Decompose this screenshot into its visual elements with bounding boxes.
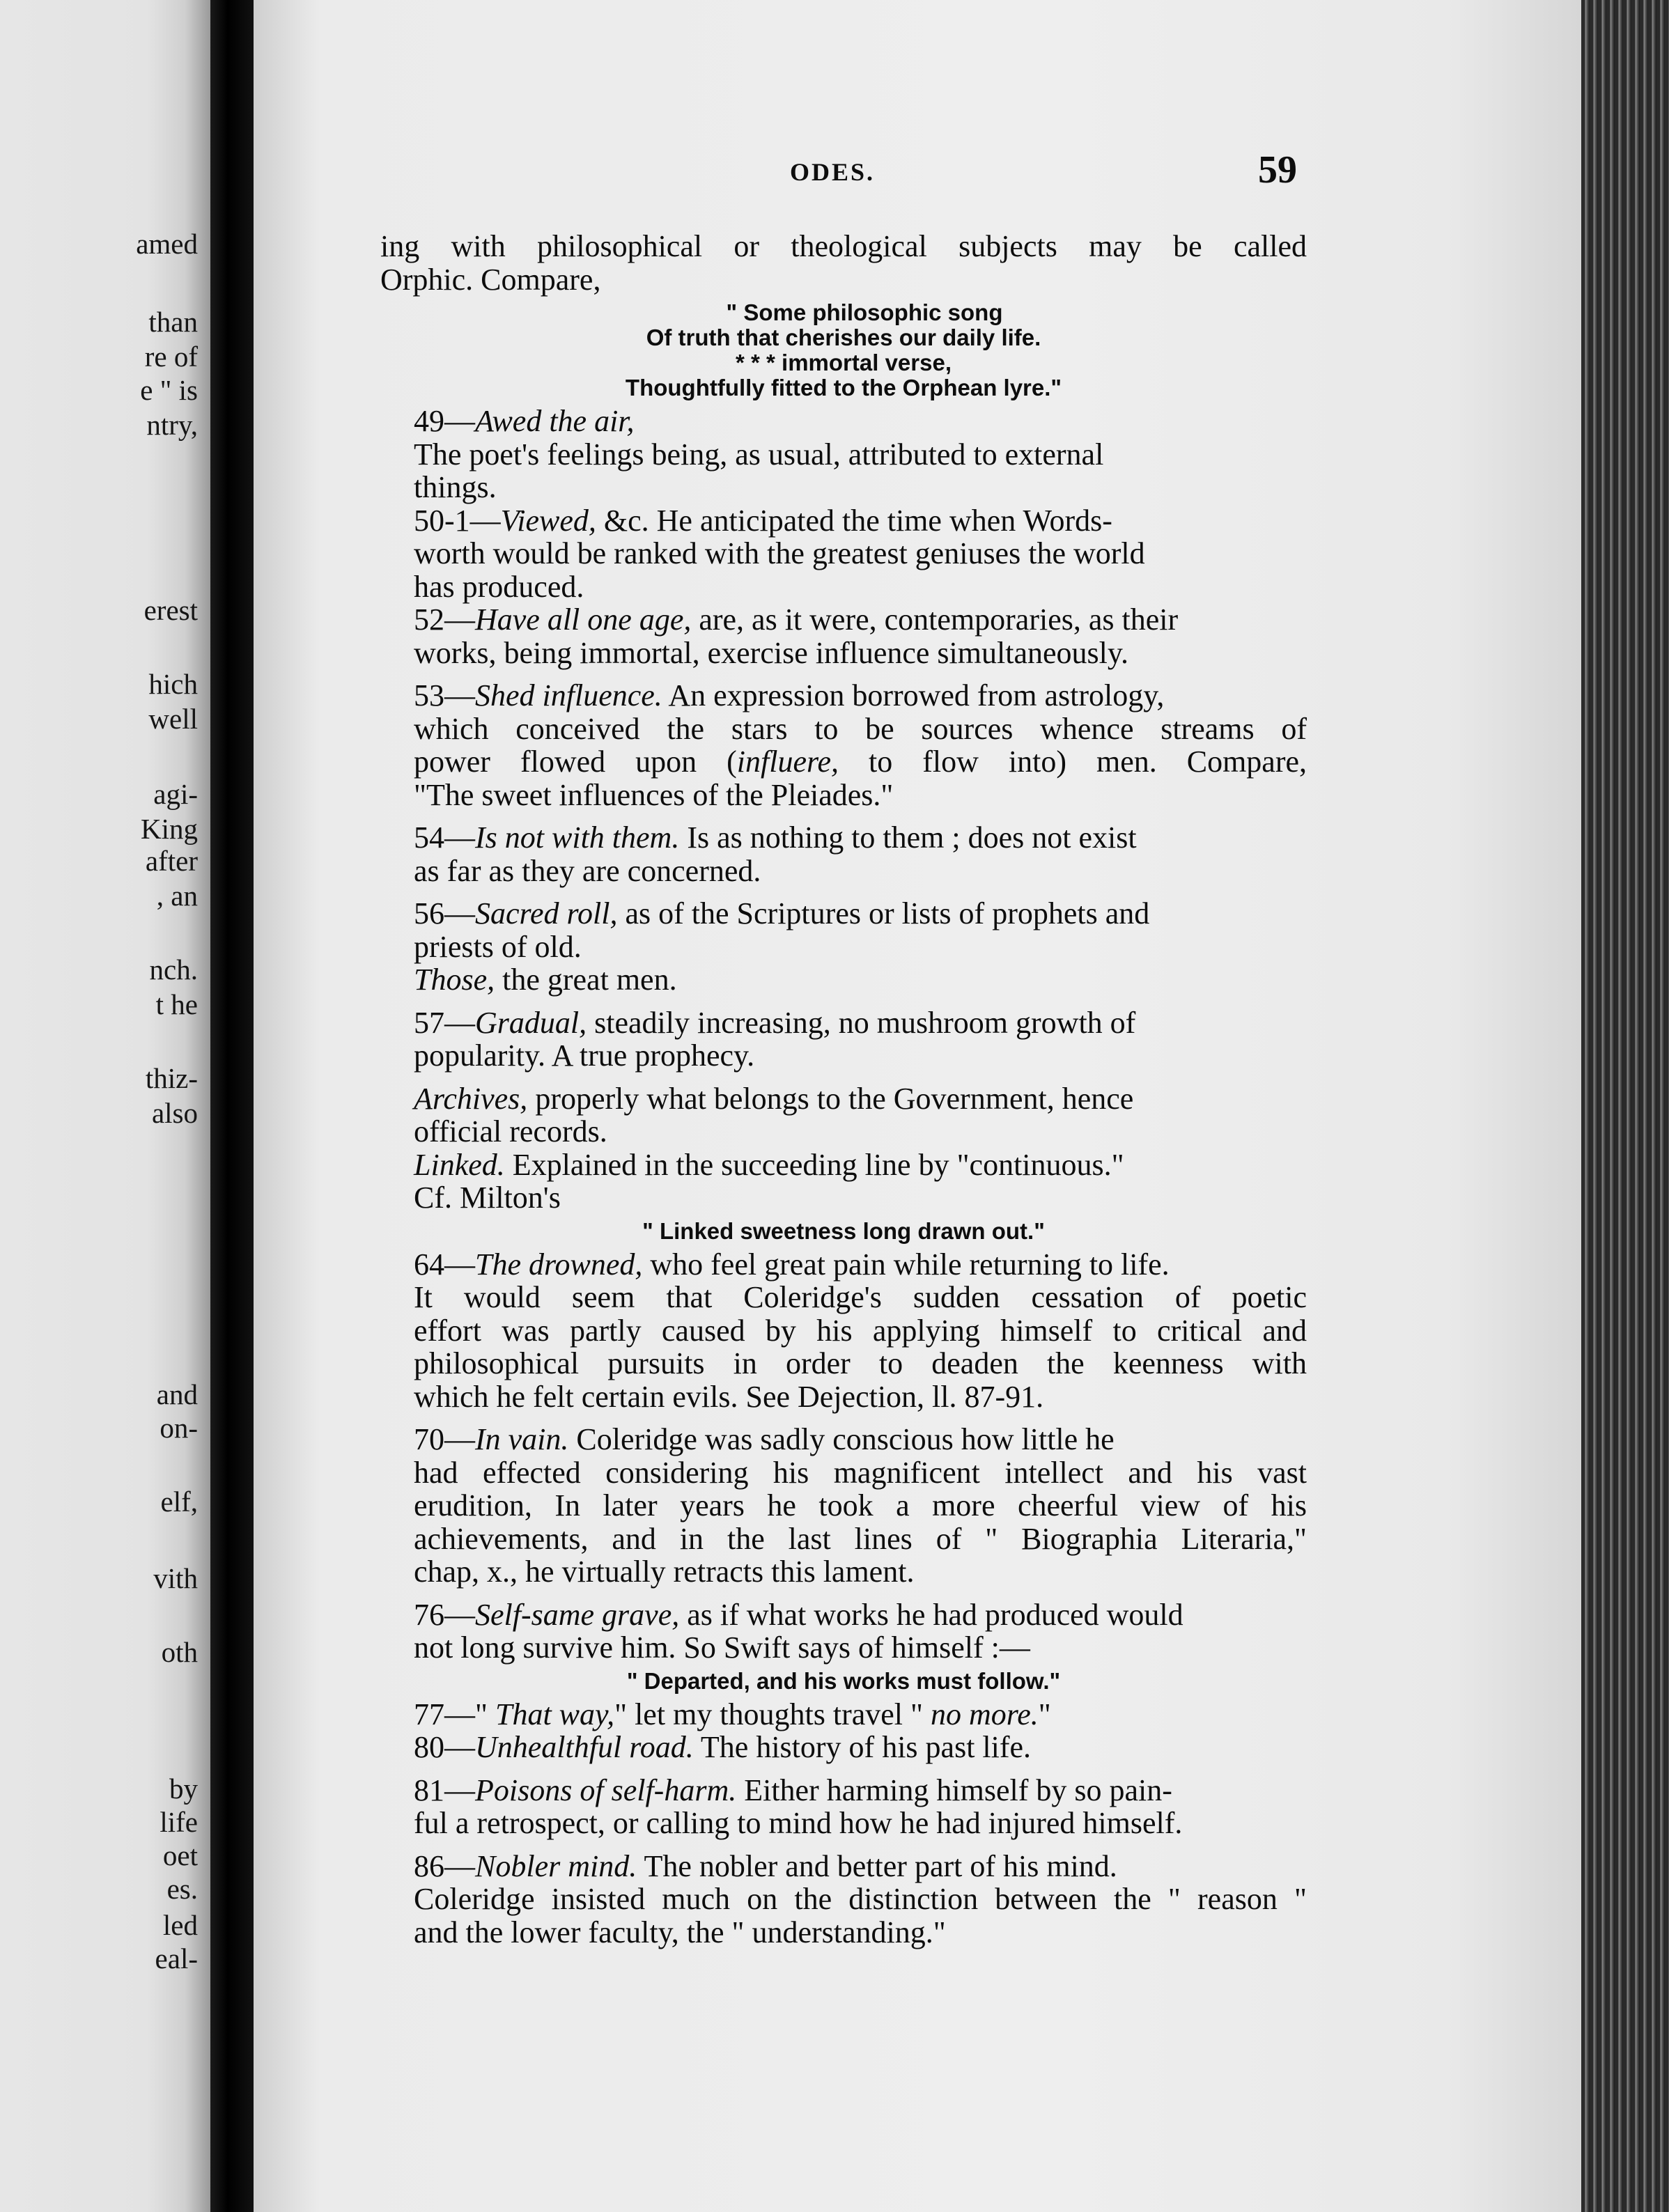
- previous-page-fragment: vith: [153, 1562, 198, 1594]
- note-50-1: [380, 504, 1307, 604]
- quote-line: Thoughtfully fitted to the Orphean lyre.": [625, 375, 1062, 400]
- note-76: [380, 1598, 1307, 1694]
- text: the great men.: [495, 963, 677, 997]
- keyword: Nobler mind.: [475, 1848, 637, 1883]
- line-ref: 52—: [414, 602, 475, 637]
- text-line: priests of old.: [414, 929, 582, 964]
- text: Coleridge was sadly conscious how little he: [568, 1422, 1115, 1456]
- block-quote: " Departed, and his works must follow.": [626, 1667, 1061, 1694]
- text-line: official records.: [414, 1114, 607, 1148]
- text: An expression borrowed from astrology,: [662, 678, 1165, 712]
- page-stack-edges: [1581, 0, 1669, 2212]
- text: &c. He anticipated the time when Words-: [596, 503, 1112, 538]
- previous-page-fragment: erest: [143, 594, 198, 626]
- previous-page-fragment: King: [141, 813, 198, 845]
- note-86: [380, 1850, 1307, 1949]
- text: Either harming himself by so pain-: [736, 1773, 1172, 1807]
- quote-line: " Some philosophic song: [726, 299, 1003, 325]
- text-line: which he felt certain evils. See Dejection, ll. 87-91.: [414, 1379, 1044, 1414]
- page-body: [380, 230, 1307, 1949]
- previous-page-fragment: well: [148, 703, 198, 735]
- quote-line: Of truth that cherishes our daily life.: [646, 325, 1041, 350]
- text-line: Coleridge insisted much on the distinction between the " reason ": [414, 1882, 1307, 1916]
- note-64: [380, 1248, 1307, 1414]
- text: power flowed upon (: [414, 745, 737, 779]
- keyword: Unhealthful road.: [475, 1730, 694, 1764]
- text-line: "The sweet influences of the Pleiades.": [414, 777, 894, 812]
- text: The poet's feelings being, as usual, attributed to external: [414, 437, 1104, 472]
- previous-page-edge: [0, 0, 210, 2212]
- note-49-body: [380, 438, 1307, 504]
- line-ref: 57—: [414, 1005, 475, 1040]
- previous-page-fragment: e " is: [140, 374, 198, 406]
- previous-page-fragment: also: [151, 1097, 198, 1129]
- previous-page-fragment: by: [169, 1773, 198, 1805]
- text-line: [380, 745, 1307, 779]
- note-56: [380, 897, 1307, 963]
- keyword: Awed the air,: [475, 404, 635, 438]
- note-57-archives: [380, 1082, 1307, 1148]
- text-line: and the lower faculty, the " understanding.": [414, 1915, 946, 1949]
- previous-page-fragment: ntry,: [146, 409, 198, 441]
- keyword: Linked.: [414, 1147, 505, 1182]
- line-ref: 81—: [414, 1773, 475, 1807]
- text: steadily increasing, no mushroom growth of: [587, 1005, 1136, 1040]
- line-ref: 76—: [414, 1597, 475, 1632]
- previous-page-fragment: re of: [144, 341, 198, 373]
- text: The history of his past life.: [693, 1730, 1032, 1764]
- previous-page-fragment: thiz-: [145, 1062, 198, 1094]
- paragraph-orphic: [380, 230, 1307, 400]
- note-77: [380, 1698, 1307, 1731]
- running-head: ODES.: [790, 158, 876, 186]
- keyword: Those,: [414, 963, 495, 997]
- text: as of the Scriptures or lists of prophets and: [617, 896, 1150, 930]
- note-56-those: [380, 963, 1307, 997]
- previous-page-fragment: and: [156, 1378, 198, 1410]
- keyword: Have all one age,: [475, 602, 692, 637]
- keyword: Self-same grave,: [475, 1597, 680, 1632]
- text: as if what works he had produced would: [679, 1597, 1183, 1632]
- text-line: has produced.: [414, 569, 584, 604]
- previous-page-fragment: on-: [160, 1412, 198, 1444]
- previous-page-fragment: amed: [136, 228, 198, 260]
- previous-page-fragment: hich: [148, 668, 198, 700]
- line-ref: 70—: [414, 1422, 475, 1456]
- line-ref: 80—: [414, 1730, 475, 1764]
- text-line: ful a retrospect, or calling to mind how he had injured himself.: [414, 1806, 1183, 1840]
- previous-page-fragment: than: [148, 306, 198, 338]
- line-ref: 54—: [414, 820, 475, 855]
- line-ref: 53—: [414, 678, 475, 712]
- text-line: had effected considering his magnificent intellect and his vast: [414, 1455, 1307, 1490]
- text: properly what belongs to the Government, hence: [527, 1081, 1134, 1116]
- note-70: [380, 1423, 1307, 1589]
- text: " let my thoughts travel ": [614, 1697, 931, 1731]
- book-gutter: [210, 0, 254, 2212]
- keyword: no more.: [930, 1697, 1039, 1731]
- text-line: ing with philosophical or theological subjects may be called: [380, 229, 1307, 263]
- note-57: [380, 1006, 1307, 1073]
- quote-line: * * * immortal verse,: [736, 350, 952, 375]
- note-80: [380, 1731, 1307, 1764]
- note-53: [380, 679, 1307, 811]
- text-line: worth would be ranked with the greatest geniuses the world: [414, 536, 1145, 570]
- keyword: Gradual,: [475, 1005, 587, 1040]
- line-ref: 49—: [414, 404, 475, 438]
- text-line: things.: [414, 470, 497, 504]
- text-line: not long survive him. So Swift says of himself :—: [414, 1630, 1030, 1665]
- text-line: achievements, and in the last lines of " Biographia Literaria,": [414, 1521, 1307, 1556]
- keyword: Sacred roll,: [475, 896, 618, 930]
- keyword: Shed influence.: [475, 678, 662, 712]
- text-line: which conceived the stars to be sources whence streams of: [414, 711, 1307, 746]
- note-52: [380, 603, 1307, 669]
- text-line: popularity. A true prophecy.: [414, 1038, 755, 1073]
- keyword: influere,: [736, 745, 839, 779]
- line-ref: 56—: [414, 896, 475, 930]
- text: The nobler and better part of his mind.: [637, 1848, 1117, 1883]
- previous-page-fragment: elf,: [160, 1486, 198, 1518]
- text-line: effort was partly caused by his applying himself to critical and: [414, 1313, 1307, 1348]
- text: Is as nothing to them ; does not exist: [679, 820, 1137, 855]
- page-number: 59: [1258, 148, 1297, 192]
- text: who feel great pain while returning to life.: [642, 1247, 1170, 1282]
- note-81: [380, 1774, 1307, 1840]
- keyword: Poisons of self-harm.: [475, 1773, 737, 1807]
- text: are, as it were, contemporaries, as their: [691, 602, 1179, 637]
- note-54: [380, 821, 1307, 887]
- previous-page-fragment: led: [162, 1909, 198, 1941]
- previous-page-fragment: , an: [156, 880, 198, 912]
- block-quote: [380, 300, 1307, 400]
- previous-page-fragment: oth: [161, 1636, 198, 1668]
- keyword: That way,: [495, 1697, 615, 1731]
- text-line: Orphic. Compare,: [380, 262, 601, 297]
- text-line: as far as they are concerned.: [414, 853, 761, 888]
- previous-page-fragment: oet: [162, 1839, 198, 1871]
- text: Explained in the succeeding line by "continuous.": [504, 1147, 1124, 1182]
- previous-page-fragment: es.: [166, 1873, 198, 1905]
- line-ref: 64—: [414, 1247, 475, 1282]
- text-line: chap, x., he virtually retracts this lament.: [414, 1555, 915, 1589]
- previous-page-fragment: after: [145, 845, 198, 877]
- keyword: Is not with them.: [475, 820, 680, 855]
- previous-page-fragment: nch.: [149, 953, 198, 986]
- keyword: In vain.: [475, 1422, 569, 1456]
- note-57-linked: [380, 1148, 1307, 1244]
- text: to flow into) men. Compare,: [839, 745, 1307, 779]
- keyword: The drowned,: [475, 1247, 643, 1282]
- text-line: It would seem that Coleridge's sudden cessation of poetic: [414, 1280, 1307, 1314]
- previous-page-fragment: t he: [155, 988, 198, 1020]
- keyword: Viewed,: [500, 503, 596, 538]
- block-quote: " Linked sweetness long drawn out.": [642, 1217, 1045, 1244]
- text-line: erudition, In later years he took a more cheerful view of his: [414, 1488, 1307, 1522]
- previous-page-fragment: life: [160, 1806, 198, 1838]
- text: ": [1038, 1697, 1051, 1731]
- text-line: works, being immortal, exercise influence simultaneously.: [414, 635, 1128, 670]
- note-49: [380, 405, 1307, 438]
- text-line: Cf. Milton's: [414, 1181, 561, 1215]
- previous-page-fragment: agi-: [153, 778, 198, 810]
- previous-page-fragment: eal-: [155, 1942, 198, 1975]
- line-ref: 77—": [414, 1697, 495, 1731]
- text-line: philosophical pursuits in order to deaden the keenness with: [414, 1346, 1307, 1380]
- line-ref: 50-1—: [414, 503, 501, 538]
- line-ref: 86—: [414, 1848, 475, 1883]
- keyword: Archives,: [414, 1081, 528, 1116]
